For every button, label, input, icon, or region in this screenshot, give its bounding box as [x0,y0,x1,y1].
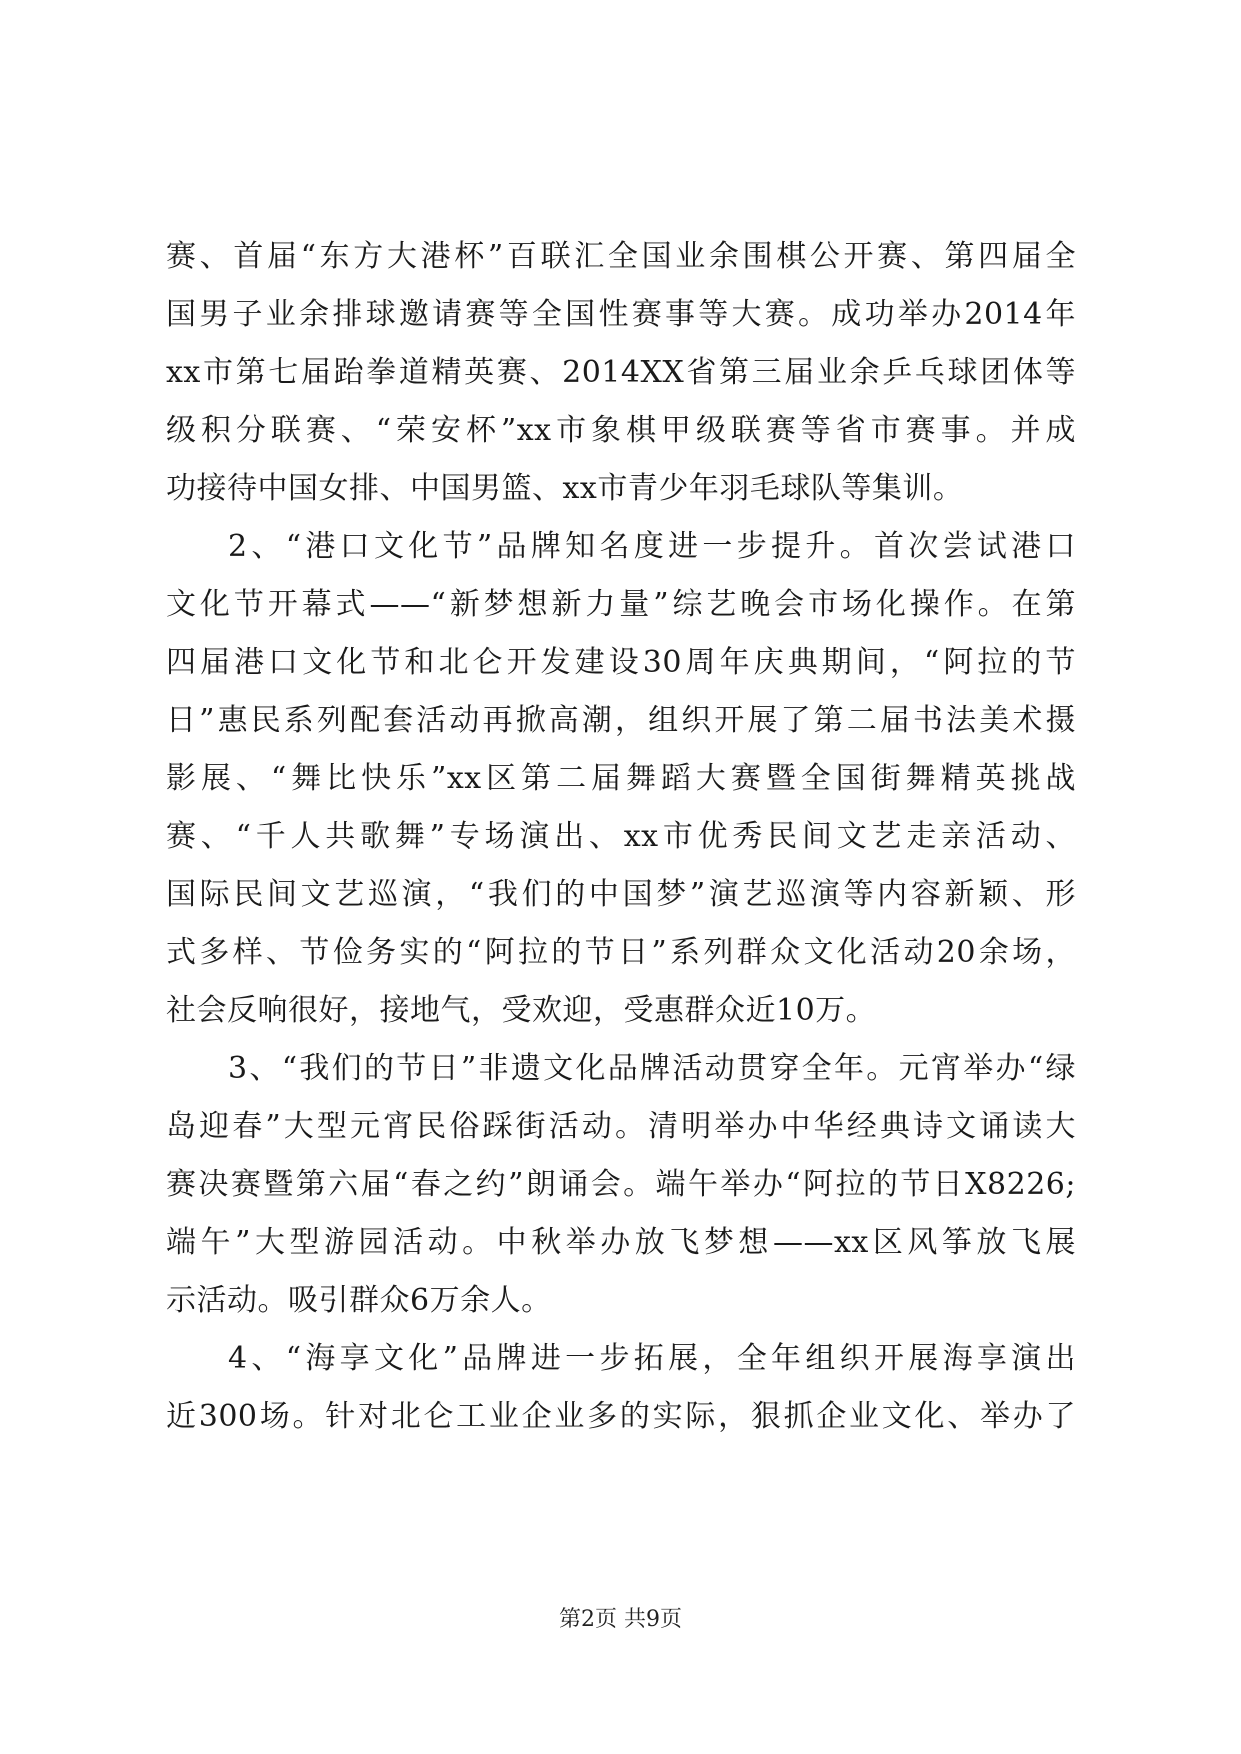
text-line: 岛迎春”大型元宵民俗踩街活动。清明举办中华经典诗文诵读大 [166,1109,1076,1144]
text-line: xx市第七届跆拳道精英赛、2014XX省第三届业余乒乓球团体等 [166,355,1076,390]
paragraph-start-line: 4、“海享文化”品牌进一步拓展，全年组织开展海享演出 [228,1341,1076,1376]
text-line: 功接待中国女排、中国男篮、xx市青少年羽毛球队等集训。 [166,471,964,506]
text-line: 近300场。针对北仑工业企业多的实际，狠抓企业文化、举办了 [166,1399,1076,1434]
text-line: 级积分联赛、“荣安杯”xx市象棋甲级联赛等省市赛事。并成 [166,413,1076,448]
paragraph-start-line: 3、“我们的节日”非遗文化品牌活动贯穿全年。元宵举办“绿 [228,1051,1076,1086]
document-body [166,228,1076,1446]
text-line: 影展、“舞比快乐”xx区第二届舞蹈大赛暨全国街舞精英挑战 [166,761,1076,796]
text-line: 四届港口文化节和北仑开发建设30周年庆典期间，“阿拉的节 [166,645,1076,680]
page-number-footer: 第2页 共9页 [559,1607,682,1632]
text-line: 国男子业余排球邀请赛等全国性赛事等大赛。成功举办2014年 [166,297,1076,332]
text-line: 赛、首届“东方大港杯”百联汇全国业余围棋公开赛、第四届全 [166,239,1076,274]
text-line: 日”惠民系列配套活动再掀高潮，组织开展了第二届书法美术摄 [166,703,1076,738]
text-line: 示活动。吸引群众6万余人。 [166,1283,552,1318]
text-line: 赛决赛暨第六届“春之约”朗诵会。端午举办“阿拉的节日X8226; [166,1167,1076,1202]
paragraph-start-line: 2、“港口文化节”品牌知名度进一步提升。首次尝试港口 [228,529,1076,564]
text-line: 赛、“千人共歌舞”专场演出、xx市优秀民间文艺走亲活动、 [166,819,1076,854]
text-line: 式多样、节俭务实的“阿拉的节日”系列群众文化活动20余场， [166,935,1076,970]
text-line: 端午”大型游园活动。中秋举办放飞梦想——xx区风筝放飞展 [166,1225,1076,1260]
text-line: 国际民间文艺巡演，“我们的中国梦”演艺巡演等内容新颖、形 [166,877,1076,912]
text-line: 文化节开幕式——“新梦想新力量”综艺晚会市场化操作。在第 [166,587,1076,622]
text-line: 社会反响很好，接地气，受欢迎，受惠群众近10万。 [166,993,877,1028]
